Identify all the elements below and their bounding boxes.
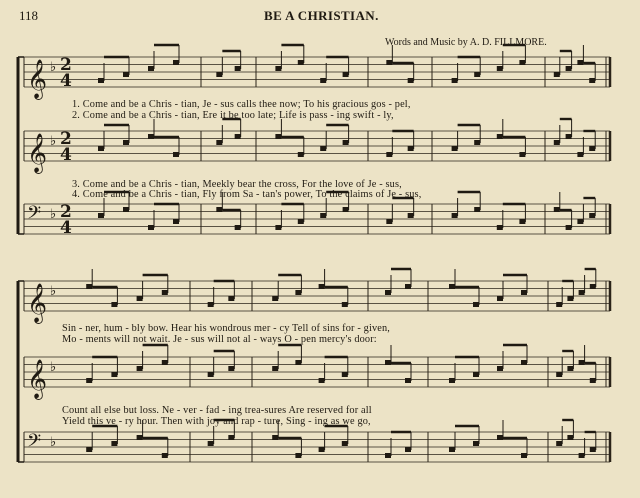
note-head	[554, 72, 560, 77]
flat-key-signature: ♭	[50, 60, 57, 75]
note-head	[162, 290, 168, 295]
note-head	[137, 366, 143, 371]
lyrics-line-2: Mo - ments will not wait. Je - sus will not al - ways O - pen mercy's door:	[62, 334, 377, 345]
note-head	[173, 219, 179, 224]
note-head	[208, 441, 214, 446]
note-head	[235, 66, 241, 71]
note-head	[385, 360, 391, 365]
bass-clef: 𝄢	[27, 431, 42, 456]
note-head	[298, 60, 304, 65]
lyrics-line-1: Sin - ner, hum - bly bow. Hear his wondrous mer - cy Tell of sins for - given,	[62, 323, 390, 334]
note-head	[474, 72, 480, 77]
note-head	[405, 284, 411, 289]
flat-key-signature: ♭	[50, 435, 57, 450]
note-head	[497, 134, 503, 139]
time-signature-top: 2	[60, 55, 72, 75]
note-head	[272, 435, 278, 440]
note-head	[275, 66, 281, 71]
note-head	[452, 213, 458, 218]
note-head	[111, 372, 117, 377]
note-head	[137, 296, 143, 301]
note-head	[474, 207, 480, 212]
note-head	[579, 360, 585, 365]
note-head	[452, 146, 458, 151]
note-head	[386, 152, 392, 157]
note-head	[98, 78, 104, 83]
note-head	[554, 140, 560, 145]
lyrics-verse-4: 4. Come and be a Chris - tian, Fly from Sa - tan's power, To the claims of Je - sus,	[72, 189, 422, 200]
note-head	[111, 441, 117, 446]
note-head	[98, 213, 104, 218]
note-head	[567, 435, 573, 440]
note-head	[566, 134, 572, 139]
bass-clef: 𝄢	[27, 203, 42, 228]
note-head	[521, 360, 527, 365]
note-head	[320, 213, 326, 218]
note-head	[173, 152, 179, 157]
note-head	[408, 213, 414, 218]
note-head	[342, 372, 348, 377]
note-head	[298, 152, 304, 157]
note-head	[111, 302, 117, 307]
note-head	[385, 290, 391, 295]
note-head	[567, 366, 573, 371]
note-head	[319, 378, 325, 383]
note-head	[589, 146, 595, 151]
note-head	[590, 447, 596, 452]
note-head	[148, 66, 154, 71]
system-brackets	[18, 57, 24, 462]
note-head	[386, 219, 392, 224]
note-head	[342, 441, 348, 446]
note-head	[567, 296, 573, 301]
note-head	[497, 225, 503, 230]
treble-clef: 𝄞	[27, 283, 48, 323]
note-head	[235, 225, 241, 230]
treble-clef: 𝄞	[27, 59, 48, 99]
note-head	[98, 146, 104, 151]
note-head	[579, 290, 585, 295]
note-head	[319, 284, 325, 289]
note-head	[556, 302, 562, 307]
note-head	[295, 290, 301, 295]
note-head	[298, 219, 304, 224]
flat-key-signature: ♭	[50, 134, 57, 149]
note-head	[519, 60, 525, 65]
note-head	[275, 134, 281, 139]
note-head	[474, 140, 480, 145]
note-head	[577, 60, 583, 65]
note-head	[408, 78, 414, 83]
composer-credit: Words and Music by A. D. FILLMORE.	[385, 37, 547, 48]
note-head	[228, 296, 234, 301]
note-head	[589, 78, 595, 83]
note-head	[497, 435, 503, 440]
note-head	[519, 152, 525, 157]
time-signature-top: 2	[60, 202, 72, 222]
note-head	[405, 447, 411, 452]
note-head	[123, 72, 129, 77]
treble-clef: 𝄞	[27, 359, 48, 399]
treble-clef: 𝄞	[27, 133, 48, 173]
note-head	[216, 207, 222, 212]
note-head	[579, 453, 585, 458]
lyrics-verse-2: 2. Come and be a Chris - tian, Ere it be too late; Life is pass - ing swift - ly,	[72, 110, 394, 121]
note-head	[589, 213, 595, 218]
note-head	[577, 219, 583, 224]
flat-key-signature: ♭	[50, 207, 57, 222]
note-head	[123, 207, 129, 212]
note-head	[452, 78, 458, 83]
note-head	[162, 453, 168, 458]
note-head	[148, 134, 154, 139]
note-head	[86, 284, 92, 289]
note-head	[521, 290, 527, 295]
note-head	[342, 302, 348, 307]
note-head	[497, 366, 503, 371]
page-number: 118	[19, 8, 39, 23]
note-head	[272, 296, 278, 301]
time-signature-bottom: 4	[60, 145, 72, 165]
note-head	[473, 302, 479, 307]
note-head	[319, 447, 325, 452]
hymn-title: BE A CHRISTIAN.	[264, 8, 379, 23]
note-head	[123, 140, 129, 145]
note-head	[216, 72, 222, 77]
lyrics-line-4: Yield this ve - ry hour. Then with joy and rap - ture, Sing - ing as we go,	[62, 416, 371, 427]
note-head	[497, 66, 503, 71]
note-head	[577, 152, 583, 157]
note-head	[275, 225, 281, 230]
lyrics-verse-1: 1. Come and be a Chris - tian, Je - sus calls thee now; To his gracious gos - pel,	[72, 99, 411, 110]
lyrics-verse-3: 3. Come and be a Chris - tian, Meekly bear the cross, For the love of Je - sus,	[72, 179, 402, 190]
note-head	[343, 207, 349, 212]
note-head	[173, 60, 179, 65]
note-head	[405, 378, 411, 383]
flat-key-signature: ♭	[50, 360, 57, 375]
note-head	[208, 302, 214, 307]
time-signature-top: 2	[60, 129, 72, 149]
note-head	[235, 134, 241, 139]
note-head	[228, 366, 234, 371]
note-head	[566, 66, 572, 71]
time-signature-bottom: 4	[60, 218, 72, 238]
note-head	[320, 78, 326, 83]
note-head	[473, 372, 479, 377]
note-head	[295, 360, 301, 365]
note-head	[497, 296, 503, 301]
note-head	[473, 441, 479, 446]
note-head	[320, 146, 326, 151]
note-head	[208, 372, 214, 377]
flat-key-signature: ♭	[50, 284, 57, 299]
note-head	[86, 447, 92, 452]
note-head	[590, 284, 596, 289]
note-head	[566, 225, 572, 230]
note-head	[216, 140, 222, 145]
note-head	[521, 453, 527, 458]
lyrics-line-3: Count all else but loss. Ne - ver - fad - ing trea-sures Are reserved for all	[62, 405, 372, 416]
note-head	[449, 378, 455, 383]
note-head	[449, 284, 455, 289]
note-head	[408, 146, 414, 151]
note-head	[449, 447, 455, 452]
note-head	[554, 207, 560, 212]
note-head	[295, 453, 301, 458]
note-head	[148, 225, 154, 230]
note-head	[343, 140, 349, 145]
note-head	[272, 366, 278, 371]
note-head	[137, 435, 143, 440]
note-head	[228, 435, 234, 440]
note-head	[556, 441, 562, 446]
note-head	[519, 219, 525, 224]
time-signature-bottom: 4	[60, 71, 72, 91]
note-head	[386, 60, 392, 65]
note-head	[385, 453, 391, 458]
note-head	[556, 372, 562, 377]
note-head	[162, 360, 168, 365]
note-head	[590, 378, 596, 383]
note-head	[86, 378, 92, 383]
note-head	[343, 72, 349, 77]
